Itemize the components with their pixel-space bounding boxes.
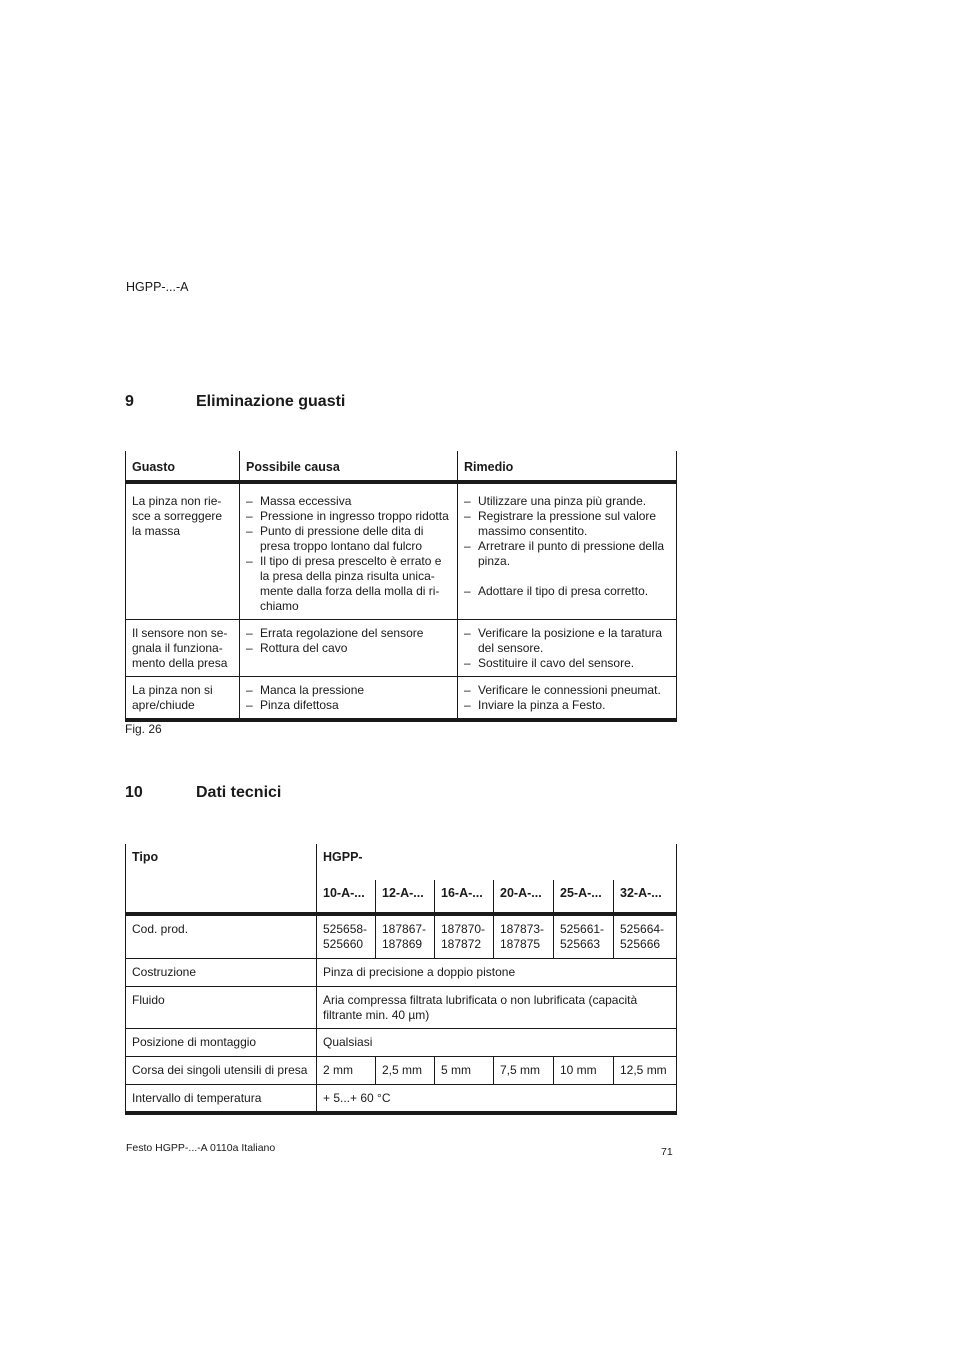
troubleshooting-header-row <box>126 451 677 482</box>
section-9-title: Eliminazione guasti <box>196 393 346 410</box>
product-code-cell: 187867-187869 <box>376 914 435 958</box>
variant-header: 20-A-... <box>494 880 554 914</box>
table-row <box>126 1084 677 1113</box>
troubleshooting-table <box>125 451 677 722</box>
footer-document-info: Festo HGPP-...-A 0110a Italiano <box>126 1142 276 1154</box>
list-item: – Errata regolazione del sensore <box>246 626 451 641</box>
row-label: Costruzione <box>126 958 317 986</box>
construction-value: Pinza di precisione a doppio pistone <box>317 958 677 986</box>
stroke-cell: 5 mm <box>435 1056 494 1084</box>
product-code-cell: 525658-525660 <box>317 914 376 958</box>
mounting-value: Qualsiasi <box>317 1028 677 1056</box>
row-label: Cod. prod. <box>126 914 317 958</box>
cause-cell <box>240 677 458 721</box>
tech-header-row <box>126 844 677 880</box>
stroke-cell: 10 mm <box>554 1056 614 1084</box>
technical-data-table <box>125 844 677 1115</box>
product-code-cell: 187870-187872 <box>435 914 494 958</box>
list-item: – Punto di pressione delle dita di presa troppo lontano dal fulcro <box>246 524 451 554</box>
variant-header: 32-A-... <box>614 880 677 914</box>
temperature-value: + 5...+ 60 °C <box>317 1084 677 1113</box>
stroke-cell: 7,5 mm <box>494 1056 554 1084</box>
column-header-cause: Possibile causa <box>240 451 458 482</box>
list-item: – Arretrare il punto di pressione della pinza. <box>464 539 670 569</box>
page-number: 71 <box>661 1146 673 1158</box>
column-header-fault: Guasto <box>126 451 240 482</box>
stroke-cell: 2,5 mm <box>376 1056 435 1084</box>
stroke-cell: 12,5 mm <box>614 1056 677 1084</box>
list-item: – Verificare le connessioni pneumat. <box>464 683 670 698</box>
type-header: Tipo <box>126 844 317 914</box>
row-label: Posizione di montaggio <box>126 1028 317 1056</box>
fluid-value: Aria compressa filtrata lubrificata o non lubrificata (capacità filtrante min. 40 µm) <box>317 986 677 1028</box>
list-item: – Rottura del cavo <box>246 641 451 656</box>
column-header-remedy: Rimedio <box>458 451 677 482</box>
table-row <box>126 620 677 677</box>
fault-cell: Il sensore non se-gnala il funziona-mento della presa <box>126 620 240 677</box>
stroke-cell: 2 mm <box>317 1056 376 1084</box>
row-label: Intervallo di temperatura <box>126 1084 317 1113</box>
table-row <box>126 986 677 1028</box>
list-item: – Inviare la pinza a Festo. <box>464 698 670 713</box>
remedy-cell <box>458 482 677 620</box>
list-item: – Verificare la posizione e la taratura del sensore. <box>464 626 670 656</box>
product-code-cell: 525664-525666 <box>614 914 677 958</box>
cause-cell <box>240 482 458 620</box>
list-item: – Pressione in ingresso troppo ridotta <box>246 509 451 524</box>
product-code-cell: 525661-525663 <box>554 914 614 958</box>
row-label: Corsa dei singoli utensili di presa <box>126 1056 317 1084</box>
fault-cell: La pinza non si apre/chiude <box>126 677 240 721</box>
variant-header: 12-A-... <box>376 880 435 914</box>
list-item: – Utilizzare una pinza più grande. <box>464 494 670 509</box>
row-label: Fluido <box>126 986 317 1028</box>
list-item: – Il tipo di presa prescelto è errato e la presa della pinza risulta unica-mente dalla forza della molla di ri-chiamo <box>246 554 451 614</box>
section-9-number: 9 <box>125 393 134 410</box>
variant-header: 16-A-... <box>435 880 494 914</box>
section-10-title: Dati tecnici <box>196 784 282 801</box>
remedy-cell <box>458 677 677 721</box>
list-item: – Registrare la pressione sul valore massimo consentito. <box>464 509 670 539</box>
list-item: – Adottare il tipo di presa corretto. <box>464 584 670 599</box>
family-header: HGPP- <box>317 844 677 880</box>
remedy-cell <box>458 620 677 677</box>
section-10-number: 10 <box>125 784 143 801</box>
cause-cell <box>240 620 458 677</box>
fault-cell: La pinza non rie-sce a sorreggere la massa <box>126 482 240 620</box>
table-row <box>126 677 677 721</box>
product-code-cell: 187873-187875 <box>494 914 554 958</box>
list-item: – Manca la pressione <box>246 683 451 698</box>
list-item: – Pinza difettosa <box>246 698 451 713</box>
table-row <box>126 482 677 620</box>
list-item: – Sostituire il cavo del sensore. <box>464 656 670 671</box>
list-item: – Massa eccessiva <box>246 494 451 509</box>
table-row <box>126 914 677 958</box>
figure-caption: Fig. 26 <box>125 722 162 736</box>
variant-header: 25-A-... <box>554 880 614 914</box>
table-row <box>126 958 677 986</box>
variant-header: 10-A-... <box>317 880 376 914</box>
table-row <box>126 1028 677 1056</box>
table-row <box>126 1056 677 1084</box>
document-model-header: HGPP-...-A <box>126 280 189 294</box>
